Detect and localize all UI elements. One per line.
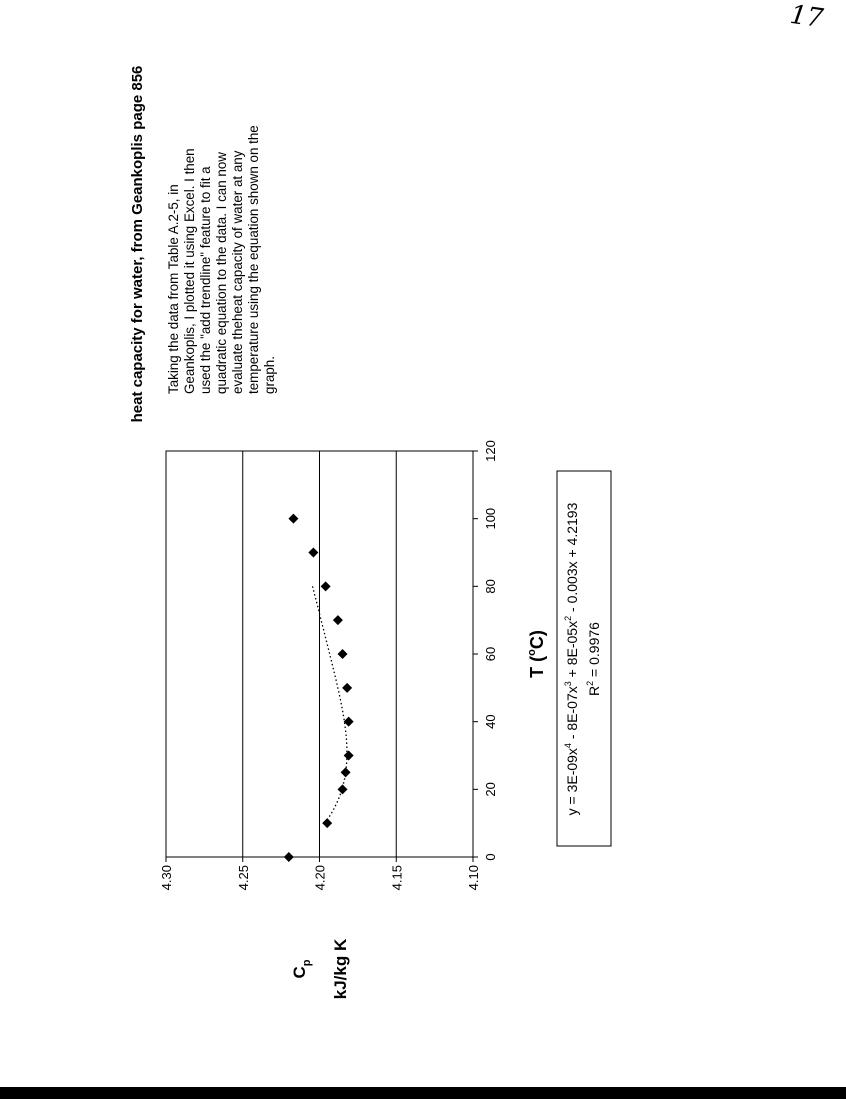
data-point [342, 683, 352, 693]
trendline-equation [563, 502, 580, 815]
data-point [344, 751, 354, 761]
r2-exp: 2 [585, 680, 595, 686]
eq-part: - 8E-07x [564, 686, 580, 744]
data-point [341, 767, 351, 777]
x-axis-ticks [473, 440, 498, 860]
r2-value: = 0.9976 [586, 622, 602, 681]
x-axis-label-main: T ( [527, 655, 547, 678]
scan-edge-bar [0, 1087, 846, 1099]
data-point [344, 717, 354, 727]
x-axis-label [526, 630, 547, 678]
y-axis-label-p: p [301, 959, 313, 967]
data-point [288, 514, 298, 524]
x-axis-label-degree: o [526, 649, 538, 656]
x-tick-label: 120 [483, 440, 498, 462]
y-axis-ticks [159, 857, 481, 890]
data-markers [284, 514, 354, 862]
y-tick-label: 4.10 [466, 865, 481, 891]
y-axis-label-units: kJ/kg K [331, 938, 350, 1000]
data-point [338, 784, 348, 794]
y-tick-label: 4.20 [312, 865, 328, 891]
data-point [284, 852, 294, 862]
description-text: Taking the data from Table A.2-5, in Geankoplis, I plotted it using Excel. I then used the "add trendline" feature to fit a quadratic equation to the data. I can now evaluate theheat capacity of water at any temperature using the equation shown on the graph. [166, 125, 277, 394]
eq-part: + 8E-05x [564, 620, 580, 682]
x-tick-label: 100 [483, 507, 498, 530]
y-tick-label: 4.15 [389, 865, 405, 891]
y-axis-label-c: C [290, 966, 309, 979]
data-point [338, 649, 348, 659]
x-tick-label: 0 [483, 853, 498, 861]
eq-part: y = 3E-09x [564, 748, 580, 816]
data-point [321, 581, 331, 591]
data-point [308, 548, 318, 558]
x-tick-label: 40 [483, 714, 498, 729]
data-point [333, 615, 343, 625]
page-number: 17 [788, 0, 826, 35]
grid-lines [243, 451, 397, 857]
eq-exp-3: 3 [563, 681, 573, 687]
x-tick-label: 20 [483, 782, 498, 797]
eq-exp-4: 4 [563, 743, 573, 749]
x-tick-label: 60 [483, 646, 498, 662]
data-point [322, 818, 332, 828]
y-axis-label-cp [290, 959, 313, 978]
chart-title: heat capacity for water, from Geankoplis page 856 [129, 65, 146, 423]
y-tick-label: 4.25 [235, 865, 251, 891]
r2-part: R [586, 685, 602, 696]
y-tick-label: 4.30 [159, 865, 174, 891]
x-axis-label-unit: C) [527, 630, 547, 650]
eq-exp-2: 2 [563, 615, 573, 621]
eq-part: - 0.003x + 4.2193 [564, 502, 580, 616]
x-tick-label: 80 [483, 579, 498, 594]
